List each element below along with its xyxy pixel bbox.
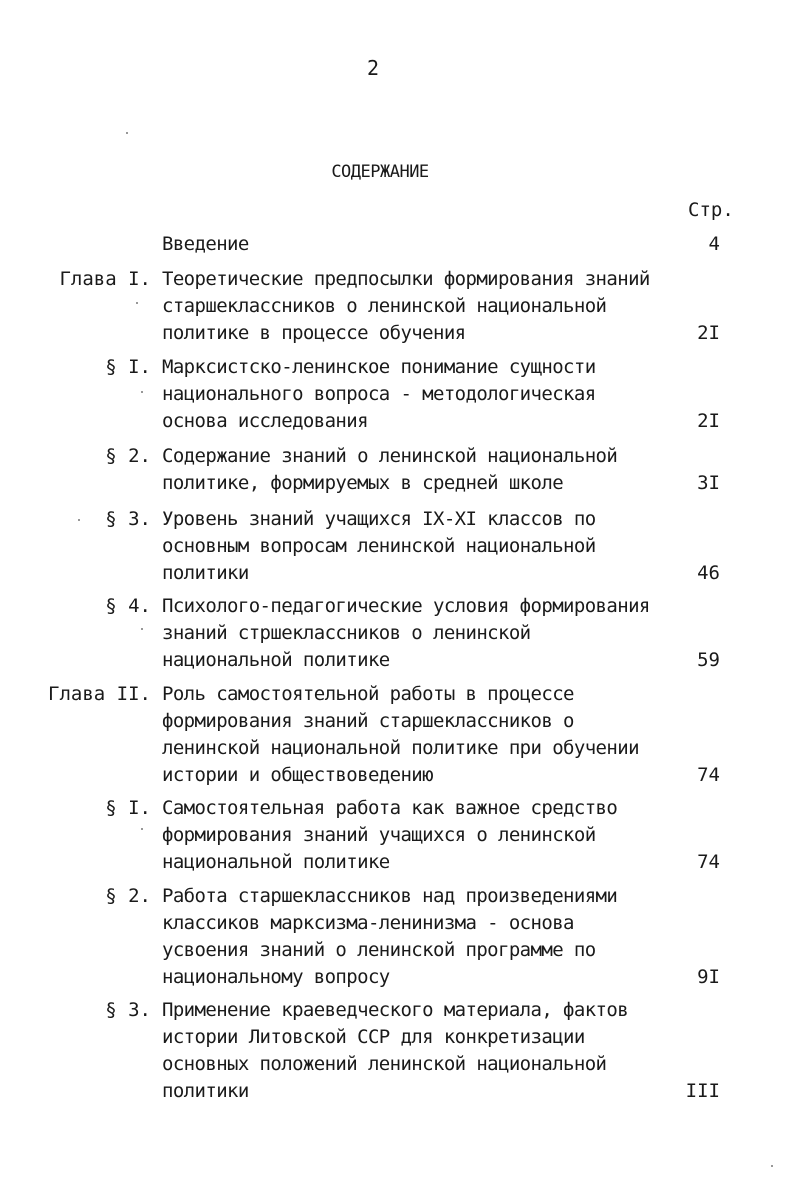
toc-entry-page: 74 [697, 851, 720, 873]
scan-speck [141, 391, 143, 393]
toc-entry-title: Психолого-педагогические условия формирования знаний стршеклассников о ленинской национальной политике [162, 595, 650, 671]
toc-entry-title: Содержание знаний о ленинской национальной политике, формируемых в средней школе [162, 445, 618, 494]
toc-entry-label: § 3. [105, 999, 151, 1021]
toc-entry-label: § 3. [105, 508, 151, 530]
toc-entry-title: Применение краеведческого материала, фактов истории Литовской ССР для конкретизации основных положений ленинской национальной политики [162, 999, 629, 1102]
scan-speck [78, 519, 80, 521]
toc-entry-label: § I. [105, 797, 151, 819]
toc-entry-title: Марксистско-ленинское понимание сущности национального вопроса - методологическая основа исследования [162, 356, 596, 432]
toc-entry-label: § 2. [105, 445, 151, 467]
scan-speck [771, 1165, 773, 1167]
page-column-header: Стр. [688, 199, 734, 221]
scan-speck [141, 628, 143, 630]
toc-entry-page: 46 [697, 562, 720, 584]
page-title: СОДЕРЖАНИЕ [331, 162, 429, 182]
toc-entry-page: 3I [697, 472, 720, 494]
toc-entry-page: 4 [708, 233, 720, 255]
toc-entry-page: III [685, 1080, 720, 1102]
toc-entry-title: Роль самостоятельной работы в процессе формирования знаний старшеклассников о ленинской национальной политике при обучении истории и обществоведению [162, 683, 639, 786]
toc-entry-label: § 4. [105, 595, 151, 617]
toc-entry-page: 9I [697, 966, 720, 988]
toc-entry-page: 74 [697, 764, 720, 786]
toc-entry-title: Самостоятельная работа как важное средство формирования знаний учащихся о ленинской национальной политике [162, 797, 618, 873]
toc-entry-page: 59 [697, 649, 720, 671]
toc-entry-label: Глава II. [48, 683, 151, 705]
toc-entry-page: 2I [697, 410, 720, 432]
toc-entry-title: Теоретические предпосылки формирования знаний старшеклассников о ленинской национальной политике в процессе обучения [162, 268, 650, 344]
toc-entry-title: Введение [162, 233, 249, 255]
scan-speck [136, 302, 138, 304]
toc-entry-title: Уровень знаний учащихся IX-XI классов по основным вопросам ленинской национальной политики [162, 508, 596, 584]
scan-speck [126, 132, 128, 134]
toc-entry-label: § I. [105, 356, 151, 378]
scan-speck [141, 828, 143, 830]
toc-entry-label: § 2. [105, 885, 151, 907]
toc-entry-label: Глава I. [59, 268, 151, 290]
page-number: 2 [366, 56, 380, 80]
toc-entry-title: Работа старшеклассников над произведениями классиков марксизма-ленинизма - основа усвоения знаний о ленинской программе по национальному вопросу [162, 885, 618, 988]
toc-entry-page: 2I [697, 322, 720, 344]
